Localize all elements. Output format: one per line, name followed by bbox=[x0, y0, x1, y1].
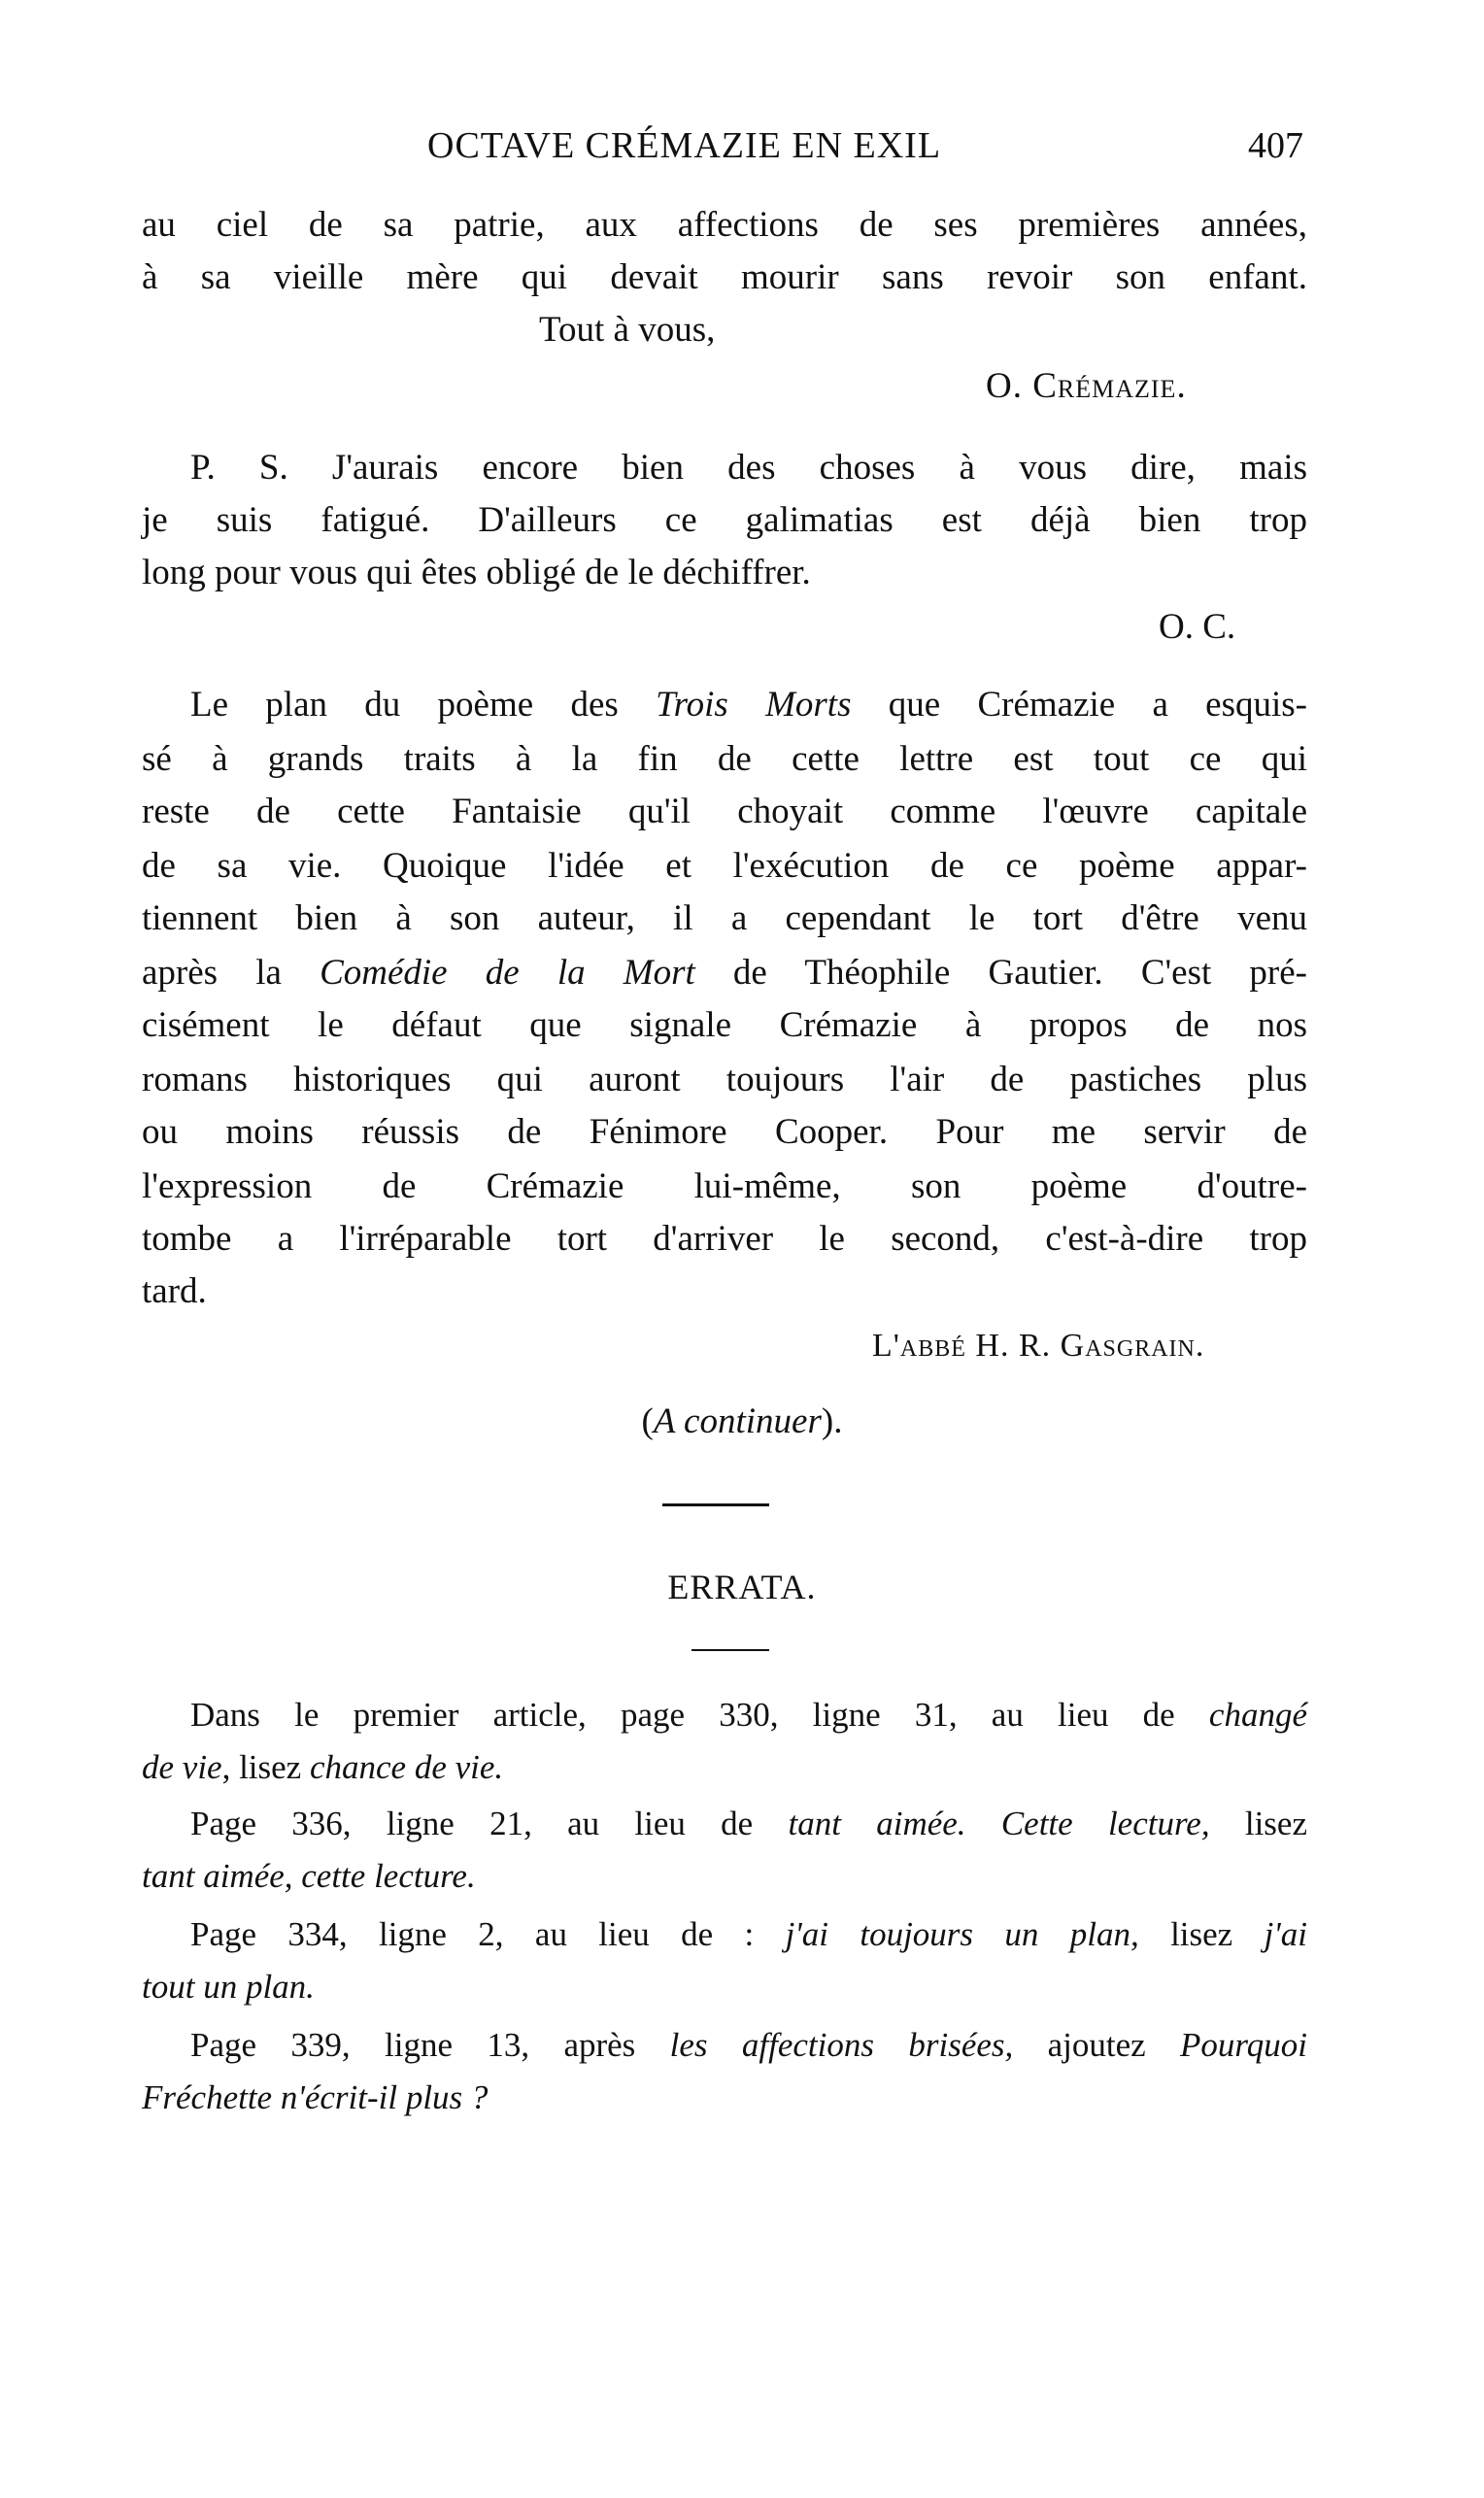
paragraph-line-12: tard. bbox=[142, 1271, 207, 1311]
errata-entry-3-line-1: Page 334, ligne 2, au lieu de : j'ai toujours un plan, lisez j'ai bbox=[190, 1915, 1307, 1953]
section-divider bbox=[662, 1503, 769, 1506]
ps-initials: O. C. bbox=[1159, 607, 1236, 647]
paragraph-line-5: tiennent bien à son auteur, il a cependant le tort d'être venu bbox=[142, 898, 1307, 938]
letter-line-2: à sa vieille mère qui devait mourir sans revoir son enfant. bbox=[142, 257, 1307, 297]
errata-entry-4-line-1: Page 339, ligne 13, après les affections brisées, ajoutez Pourquoi bbox=[190, 2026, 1307, 2064]
errata-divider bbox=[691, 1649, 769, 1651]
errata-entry-2-line-2: tant aimée, cette lecture. bbox=[142, 1857, 476, 1895]
paragraph-line-4: de sa vie. Quoique l'idée et l'exécution de ce poème appar- bbox=[142, 846, 1307, 886]
paragraph-line-6: après la Comédie de la Mort de Théophile Gautier. C'est pré- bbox=[142, 953, 1307, 993]
continuation-note: (A continuer). bbox=[641, 1401, 843, 1441]
paragraph-line-11: tombe a l'irréparable tort d'arriver le second, c'est-à-dire trop bbox=[142, 1219, 1307, 1259]
paragraph-line-3: reste de cette Fantaisie qu'il choyait comme l'œuvre capitale bbox=[142, 792, 1307, 831]
title-comedie-de-la-mort: Comédie de la Mort bbox=[320, 953, 695, 993]
paragraph-line-1: Le plan du poème des Trois Morts que Crémazie a esquis- bbox=[190, 685, 1308, 725]
errata-entry-3-line-2: tout un plan. bbox=[142, 1968, 315, 2006]
paragraph-line-7: cisément le défaut que signale Crémazie à propos de nos bbox=[142, 1005, 1307, 1045]
errata-title: ERRATA. bbox=[667, 1568, 817, 1606]
errata-entry-1-line-1: Dans le premier article, page 330, ligne 31, au lieu de changé bbox=[190, 1696, 1307, 1734]
letter-line-1: au ciel de sa patrie, aux affections de ses premières années, bbox=[142, 205, 1307, 245]
errata-entry-4-line-2: Fréchette n'écrit-il plus ? bbox=[142, 2078, 489, 2116]
ps-line-2: je suis fatigué. D'ailleurs ce galimatias est déjà bien trop bbox=[142, 500, 1307, 540]
paragraph-line-8: romans historiques qui auront toujours l'air de pastiches plus bbox=[142, 1060, 1307, 1099]
paragraph-line-10: l'expression de Crémazie lui-même, son poème d'outre- bbox=[142, 1166, 1307, 1206]
letter-closing: Tout à vous, bbox=[539, 310, 716, 350]
article-author: L'abbé H. R. Gasgrain. bbox=[872, 1328, 1205, 1364]
running-header-title: OCTAVE CRÉMAZIE EN EXIL bbox=[427, 125, 942, 166]
paragraph-line-2: sé à grands traits à la fin de cette lettre est tout ce qui bbox=[142, 739, 1307, 779]
ps-line-1: P. S. J'aurais encore bien des choses à vous dire, mais bbox=[190, 448, 1307, 488]
page-number: 407 bbox=[1248, 125, 1303, 166]
errata-entry-1-line-2: de vie, lisez chance de vie. bbox=[142, 1748, 504, 1786]
letter-signature: O. Crémazie. bbox=[986, 366, 1187, 406]
ps-line-3: long pour vous qui êtes obligé de le déchiffrer. bbox=[142, 553, 811, 592]
paragraph-line-9: ou moins réussis de Fénimore Cooper. Pour me servir de bbox=[142, 1112, 1307, 1152]
title-trois-morts: Trois Morts bbox=[656, 685, 852, 725]
errata-entry-2-line-1: Page 336, ligne 21, au lieu de tant aimée. Cette lecture, lisez bbox=[190, 1805, 1307, 1842]
